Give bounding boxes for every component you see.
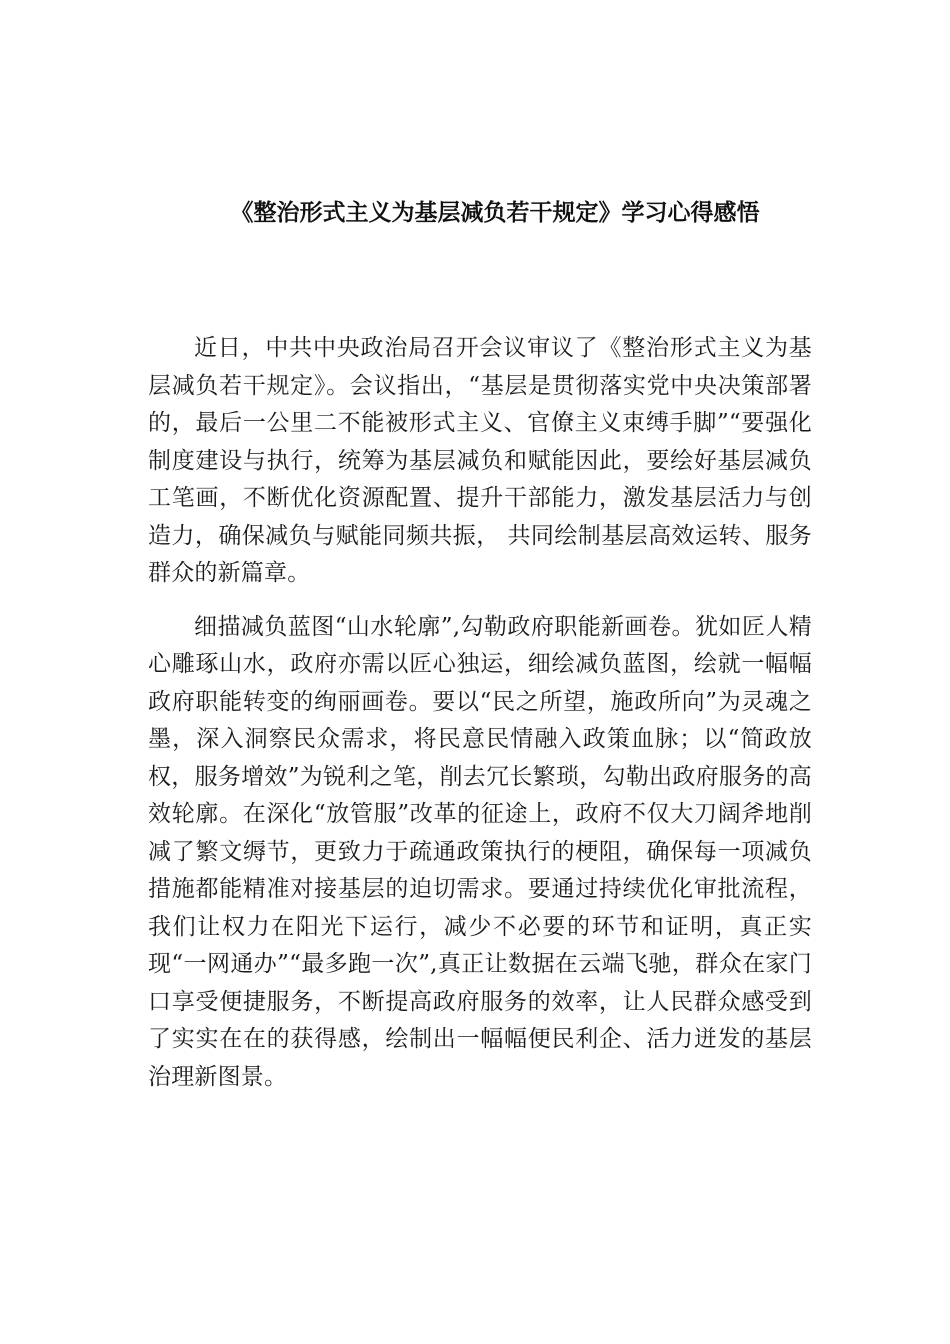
paragraph-2: 细描减负蓝图“山水轮廓”,勾勒政府职能新画卷。犹如匠人精心雕琢山水，政府亦需以匠心独运，细绘减负蓝图，绘就一幅幅政府职能转变的绚丽画卷。要以“民之所望，施政所向”为灵魂之墨，深入洞察民众需求，将民意民情融入政策血脉；以“简政放权，服务增效”为锐利之笔，削去冗长繁琐，勾勒出政府服务的高效轮廓。在深化“放管服”改革的征途上，政府不仅大刀阔斧地削减了繁文缛节，更致力于疏通政策执行的梗阻，确保每一项减负措施都能精准对接基层的迫切需求。要通过持续优化审批流程，我们让权力在阳光下运行，减少不必要的环节和证明，真正实现“一网通办”“最多跑一次”,真正让数据在云端飞驰，群众在家门口享受便捷服务，不断提高政府服务的效率，让人民群众感受到了实实在在的获得感，绘制出一幅幅便民利企、活力迸发的基层治理新图景。	[148, 613, 812, 1090]
document-title: 《整治形式主义为基层减负若干规定》学习心得感悟	[230, 200, 760, 226]
document-body	[148, 330, 812, 1096]
paragraph-1: 近日，中共中央政治局召开会议审议了《整治形式主义为基层减负若干规定》。会议指出，“基层是贯彻落实党中央决策部署的，最后一公里二不能被形式主义、官僚主义束缚手脚”“要强化制度建设与执行，统筹为基层减负和赋能因此，要绘好基层减负工笔画，不断优化资源配置、提升干部能力，激发基层活力与创造力，确保减负与赋能同频共振， 共同绘制基层高效运转、服务群众的新篇章。	[148, 335, 812, 586]
